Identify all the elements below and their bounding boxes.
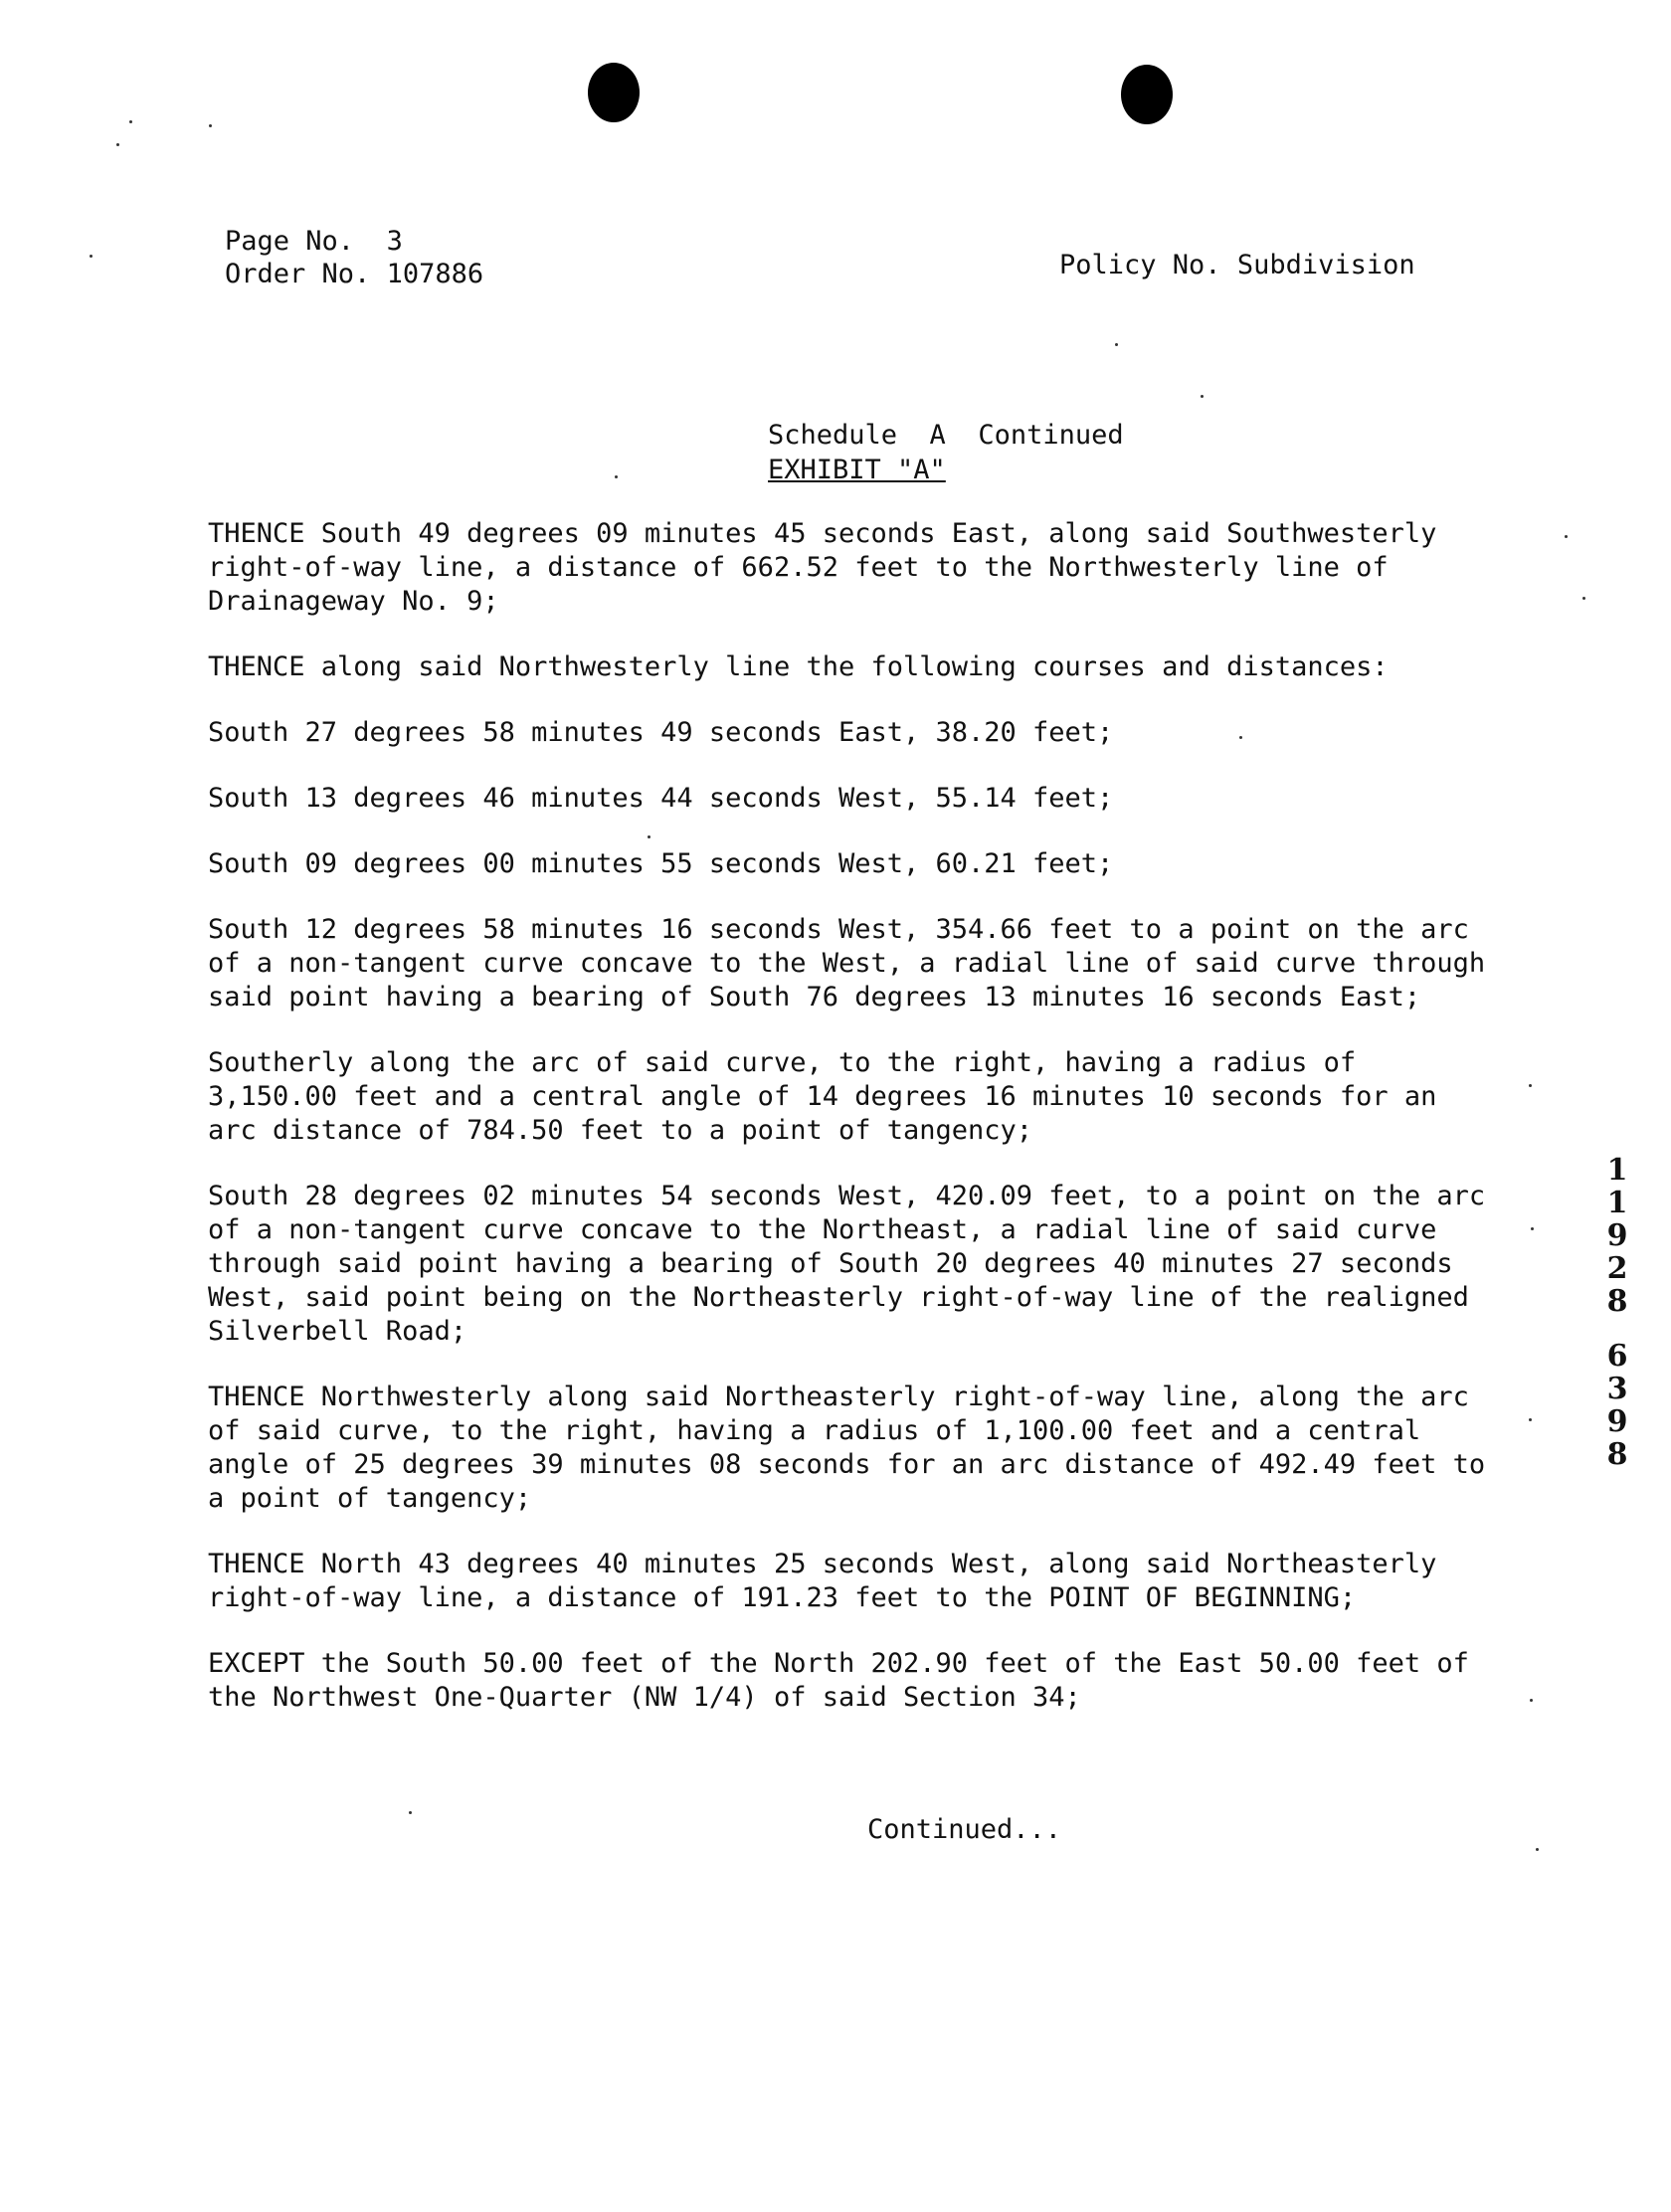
paragraph-course-south-27: South 27 degrees 58 minutes 49 seconds East, 38.20 feet;	[208, 717, 1114, 748]
stamp-digit: 9	[1606, 1218, 1628, 1253]
stamp-digit: 9	[1606, 1404, 1628, 1439]
scan-speck	[1529, 1418, 1532, 1421]
stamp-digit: 6	[1606, 1339, 1628, 1374]
scan-speck	[1530, 1699, 1533, 1702]
paragraph-southerly-arc: Southerly along the arc of said curve, to the right, having a radius of 3,150.00 feet and a central angle of 14 degrees 16 minutes 10 seconds for an arc distance of 784.50 feet to a point of tangency;	[208, 1047, 1453, 1146]
paragraph-thence-north-43: THENCE North 43 degrees 40 minutes 25 seconds West, along said Northeasterly right-of-way line, a distance of 191.23 feet to the POINT OF BEGINNING;	[208, 1549, 1453, 1613]
scan-speck	[129, 120, 132, 123]
page-number: 3	[386, 226, 403, 257]
paragraph-thence-along-northwesterly: THENCE along said Northwesterly line the following courses and distances:	[208, 651, 1389, 682]
paragraph-course-south-28: South 28 degrees 02 minutes 54 seconds West, 420.09 feet, to a point on the arc of a non-tangent curve concave to the Northeast, a radial line of said curve through said point having a bearing of South 20 degrees 40 minutes 27 seconds West, said point being on the Northeasterly right-of-way line of the realigned Silverbell Road;	[208, 1181, 1502, 1347]
punch-hole-left	[588, 63, 640, 122]
policy-number-row	[1059, 249, 1415, 281]
policy-label: Policy No.	[1059, 250, 1221, 280]
scan-speck	[615, 475, 618, 478]
scan-speck	[1239, 736, 1242, 739]
stamp-digit: 8	[1606, 1284, 1628, 1319]
order-number-row	[225, 258, 483, 290]
stamp-digit: 1	[1606, 1153, 1628, 1188]
stamp-gap	[1602, 1318, 1632, 1340]
paragraph-course-south-13: South 13 degrees 46 minutes 44 seconds West, 55.14 feet;	[208, 783, 1114, 814]
continued-label: Continued...	[867, 1814, 1062, 1845]
scan-speck	[1531, 1227, 1534, 1230]
legal-description-body	[208, 517, 1501, 1747]
order-number: 107886	[386, 259, 484, 289]
scan-speck	[648, 835, 650, 838]
stamp-digit: 1	[1606, 1186, 1628, 1220]
paragraph-thence-northwesterly-arc: THENCE Northwesterly along said Northeasterly right-of-way line, along the arc of said curve, to the right, having a radius of 1,100.00 feet and a central angle of 25 degrees 39 minutes 08 seconds for an arc distance of 492.49 feet to a point of tangency;	[208, 1382, 1502, 1514]
schedule-title: Schedule A Continued	[768, 420, 1124, 451]
paragraph-except-clause: EXCEPT the South 50.00 feet of the North 202.90 feet of the East 50.00 feet of the Northwest One-Quarter (NW 1/4) of said Section 34;	[208, 1648, 1486, 1713]
stamp-digit: 2	[1606, 1251, 1628, 1286]
scan-speck	[1201, 395, 1204, 398]
scan-speck	[1536, 1848, 1539, 1851]
scan-speck	[209, 124, 212, 127]
header-left-block	[225, 225, 483, 290]
scan-speck	[1115, 343, 1118, 346]
scan-speck	[116, 143, 119, 146]
paragraph-course-south-12: South 12 degrees 58 minutes 16 seconds West, 354.66 feet to a point on the arc of a non-tangent curve concave to the West, a radial line of said curve through said point having a bearing of South 76 degrees 13 minutes 16 seconds East;	[208, 914, 1502, 1013]
policy-value: Subdivision	[1236, 250, 1415, 280]
scan-speck	[90, 255, 93, 258]
paragraph-thence-south-49: THENCE South 49 degrees 09 minutes 45 seconds East, along said Southwesterly right-of-way line, a distance of 662.52 feet to the Northwesterly line of Drainageway No. 9;	[208, 518, 1453, 617]
exhibit-title: EXHIBIT "A"	[768, 455, 946, 485]
punch-hole-right	[1121, 65, 1173, 124]
order-label: Order No.	[225, 259, 371, 289]
scan-speck	[1565, 535, 1568, 538]
scan-speck	[1529, 1084, 1532, 1087]
scan-speck	[409, 1811, 412, 1814]
stamp-digit: 3	[1606, 1372, 1628, 1406]
paragraph-course-south-09: South 09 degrees 00 minutes 55 seconds West, 60.21 feet;	[208, 848, 1114, 879]
recording-stamp-number	[1602, 1154, 1632, 1471]
page-number-row	[225, 225, 483, 258]
stamp-digit: 8	[1606, 1437, 1628, 1472]
page-label: Page No.	[225, 226, 355, 257]
scan-speck	[1582, 597, 1585, 600]
